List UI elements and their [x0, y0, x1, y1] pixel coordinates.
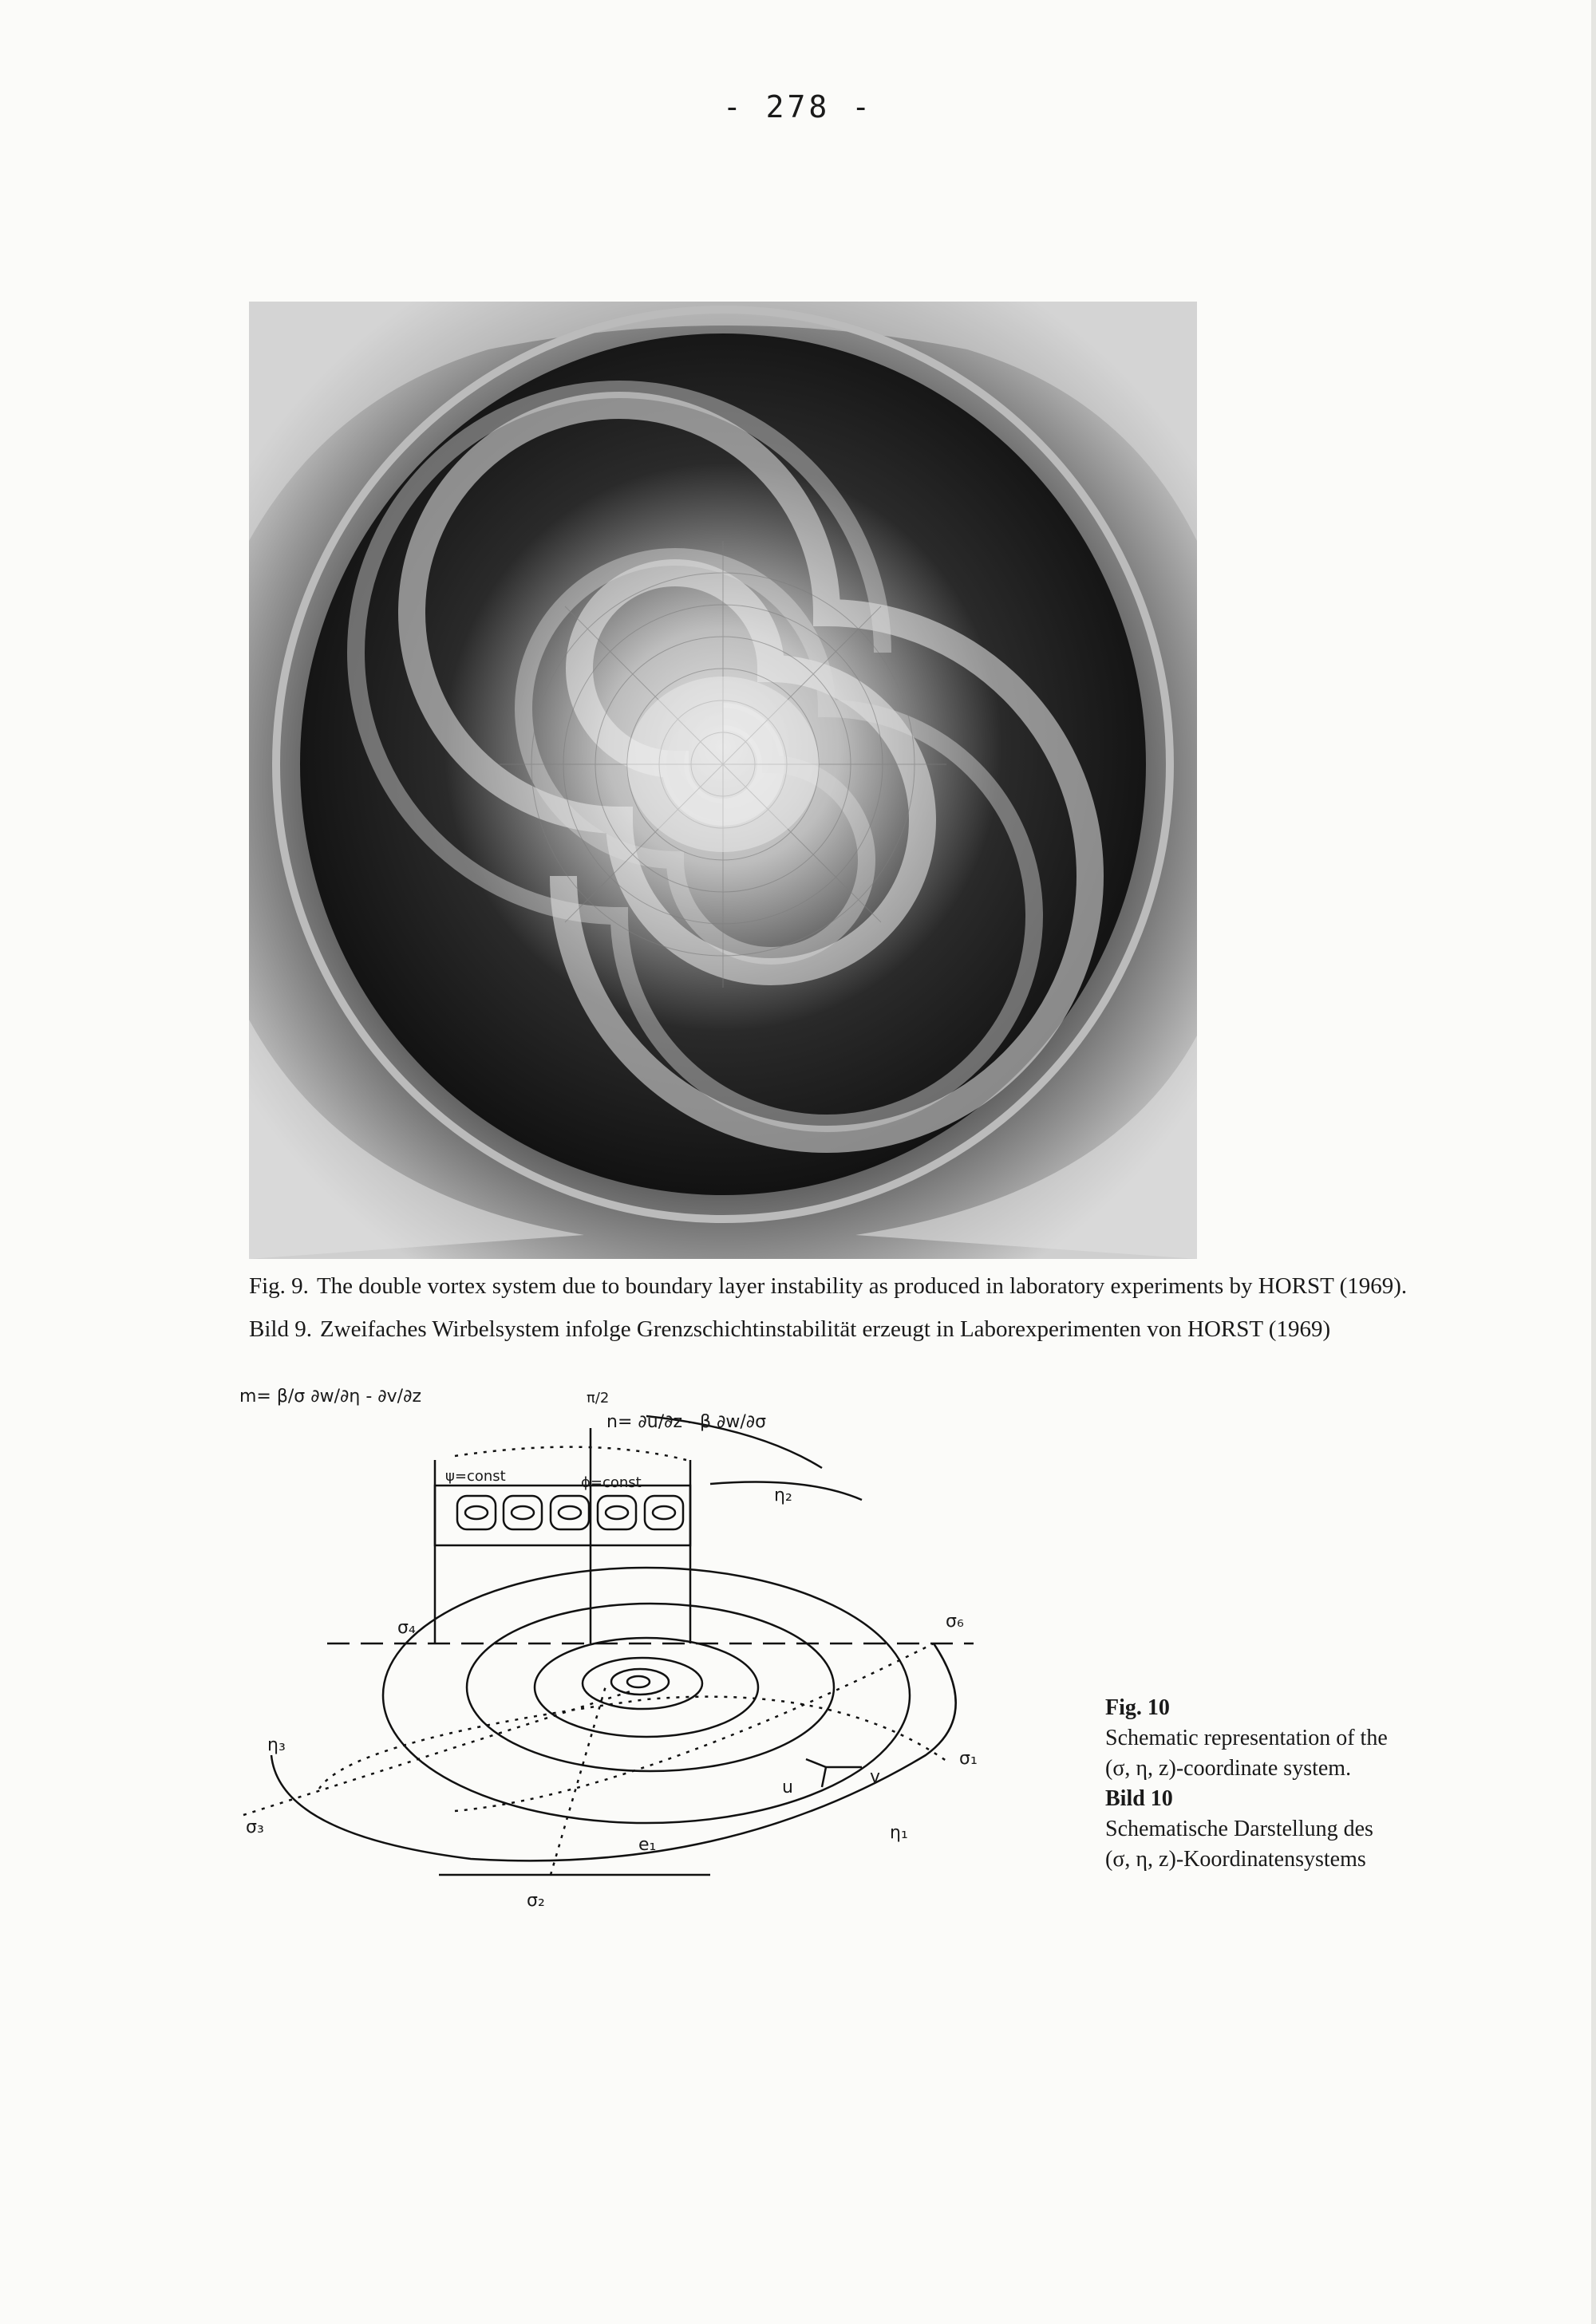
- sigma3-label: σ₃: [246, 1817, 264, 1837]
- u-label: u: [782, 1778, 793, 1797]
- figure9-label-de: Bild 9.: [249, 1316, 312, 1342]
- vortex-photo-svg: [249, 302, 1197, 1259]
- figure9-label-en: Fig. 9.: [249, 1273, 309, 1299]
- sigma1-label: σ₁: [959, 1749, 978, 1769]
- figure10-caption: [1105, 1693, 1388, 1875]
- figure10-caption-en-line1: Schematic representation of the: [1105, 1726, 1388, 1750]
- figure10-label-en: Fig. 10: [1105, 1695, 1170, 1720]
- diagram-svg: [231, 1380, 998, 1923]
- page-number: - 278 -: [722, 89, 874, 124]
- equation-n: n= ∂u/∂z - β ∂w/∂σ: [606, 1412, 767, 1432]
- figure9-caption-de: [249, 1316, 1330, 1343]
- vortex-photograph: [249, 302, 1197, 1259]
- phi-const-label: ϕ=const: [581, 1474, 642, 1491]
- psi-const-label: ψ=const: [445, 1468, 506, 1485]
- figure10-caption-de-line1: Schematische Darstellung des: [1105, 1817, 1373, 1841]
- pi-half-label: π/2: [587, 1390, 610, 1407]
- figure9-caption-de-text: Zweifaches Wirbelsystem infolge Grenzschichtinstabilität erzeugt in Laborexperimenten von HORST (1969): [319, 1316, 1331, 1342]
- eta1-label: η₁: [890, 1823, 908, 1843]
- eta3-label: η₃: [267, 1735, 286, 1755]
- v-label: v: [870, 1767, 881, 1787]
- eta2-label: η₂: [774, 1486, 792, 1505]
- figure10-caption-de-line2: (σ, η, z)-Koordinatensystems: [1105, 1847, 1366, 1872]
- coordinate-system-diagram: [231, 1380, 998, 1923]
- figure10-label-de: Bild 10: [1105, 1786, 1173, 1811]
- sigma4-label: σ₄: [397, 1618, 416, 1638]
- figure10-caption-en-line2: (σ, η, z)-coordinate system.: [1105, 1756, 1352, 1781]
- scan-edge: [1591, 0, 1596, 2324]
- figure9-caption-en-text: The double vortex system due to boundary layer instability as produced in laboratory experiments by HORST (1969).: [316, 1273, 1408, 1299]
- equation-m: m= β/σ ∂w/∂η - ∂v/∂z: [239, 1387, 422, 1407]
- sigma6-label: σ₆: [946, 1612, 964, 1632]
- e1-label: e₁: [638, 1835, 657, 1855]
- sigma2-label: σ₂: [527, 1891, 545, 1911]
- figure9-caption-en: [249, 1273, 1407, 1300]
